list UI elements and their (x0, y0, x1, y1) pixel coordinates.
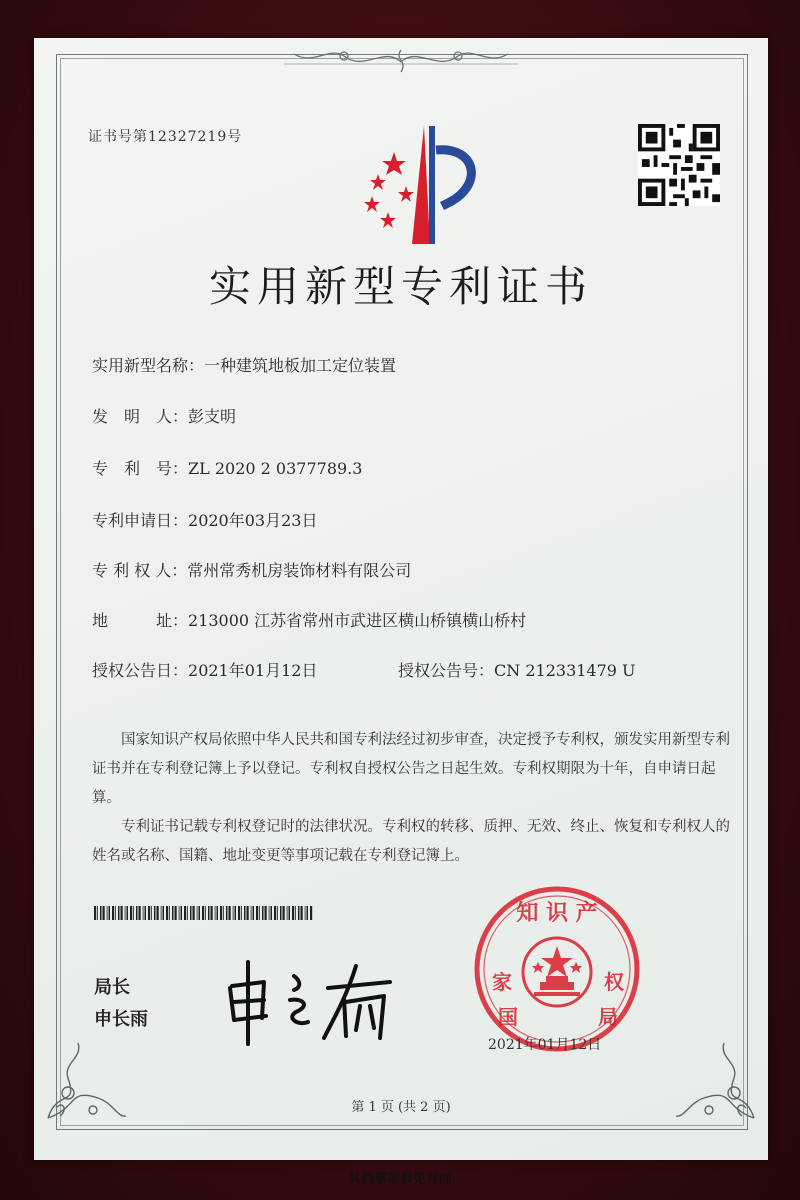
address-row (92, 608, 526, 631)
patent-number-value: ZL 2020 2 0377789.3 (188, 459, 363, 478)
svg-text:局: 局 (598, 1005, 618, 1029)
seal-date: 2021年01月12日 (488, 1037, 602, 1053)
certificate-statement (92, 726, 732, 871)
inventor-row (92, 404, 236, 427)
back-note: 其他事项参见背面 (347, 1172, 452, 1187)
svg-text:知 识 产: 知 识 产 (516, 901, 598, 926)
patent-number-label: 专 利 号： (92, 459, 189, 478)
inventor-value: 彭支明 (188, 407, 237, 426)
barcode-icon (94, 906, 314, 920)
grant-date-row (92, 658, 317, 681)
address-value: 213000 江苏省常州市武进区横山桥镇横山桥村 (188, 611, 527, 630)
name-value: 一种建筑地板加工定位装置 (204, 356, 397, 375)
patentee-label: 专 利 权 人： (92, 561, 188, 580)
qr-code-icon (638, 124, 720, 206)
page-number: 第 1 页 (共 2 页) (351, 1100, 451, 1115)
director-title: 局长 (94, 977, 130, 998)
cnipa-emblem-icon (346, 116, 496, 256)
utility-model-name-row (92, 353, 396, 376)
svg-text:家: 家 (492, 970, 512, 994)
grant-number-label: 授权公告号： (398, 661, 495, 680)
svg-text:权: 权 (604, 970, 624, 994)
director-name: 申长雨 (94, 1009, 148, 1030)
top-ornament (284, 42, 518, 82)
statement-paragraph-1: 国家知识产权局依照中华人民共和国专利法经过初步审查，决定授予专利权，颁发实用新型专利证书并在专利登记簿上予以登记。专利权自授权公告之日起生效。专利权期限为十年，自申请日起算。 (92, 732, 730, 806)
official-seal-icon (472, 884, 642, 1054)
patent-number-row (92, 456, 362, 479)
grant-number-value: CN 212331479 U (494, 661, 636, 680)
address-label: 地 址： (92, 611, 189, 630)
grant-number-row (398, 658, 636, 681)
grant-date-label: 授权公告日： (92, 661, 189, 680)
filing-date-label: 专利申请日： (92, 511, 189, 530)
certificate-number: 证书号第12327219号 (88, 129, 243, 145)
filing-date-row (92, 508, 317, 531)
inventor-label: 发 明 人： (92, 407, 189, 426)
handwritten-signature (224, 948, 404, 1048)
patentee-row (92, 558, 411, 581)
certificate-sheet (34, 38, 768, 1160)
certificate-title: 实用新型专利证书 (208, 262, 593, 311)
patentee-value: 常州常秀机房装饰材料有限公司 (187, 561, 412, 580)
name-label: 实用新型名称： (92, 356, 205, 375)
filing-date-value: 2020年03月23日 (188, 511, 318, 530)
statement-paragraph-2: 专利证书记载专利权登记时的法律状况。专利权的转移、质押、无效、终止、恢复和专利权人的姓名或名称、国籍、地址变更等事项记载在专利登记簿上。 (92, 819, 730, 864)
grant-date-value: 2021年01月12日 (188, 661, 318, 680)
svg-text:国: 国 (498, 1005, 518, 1029)
